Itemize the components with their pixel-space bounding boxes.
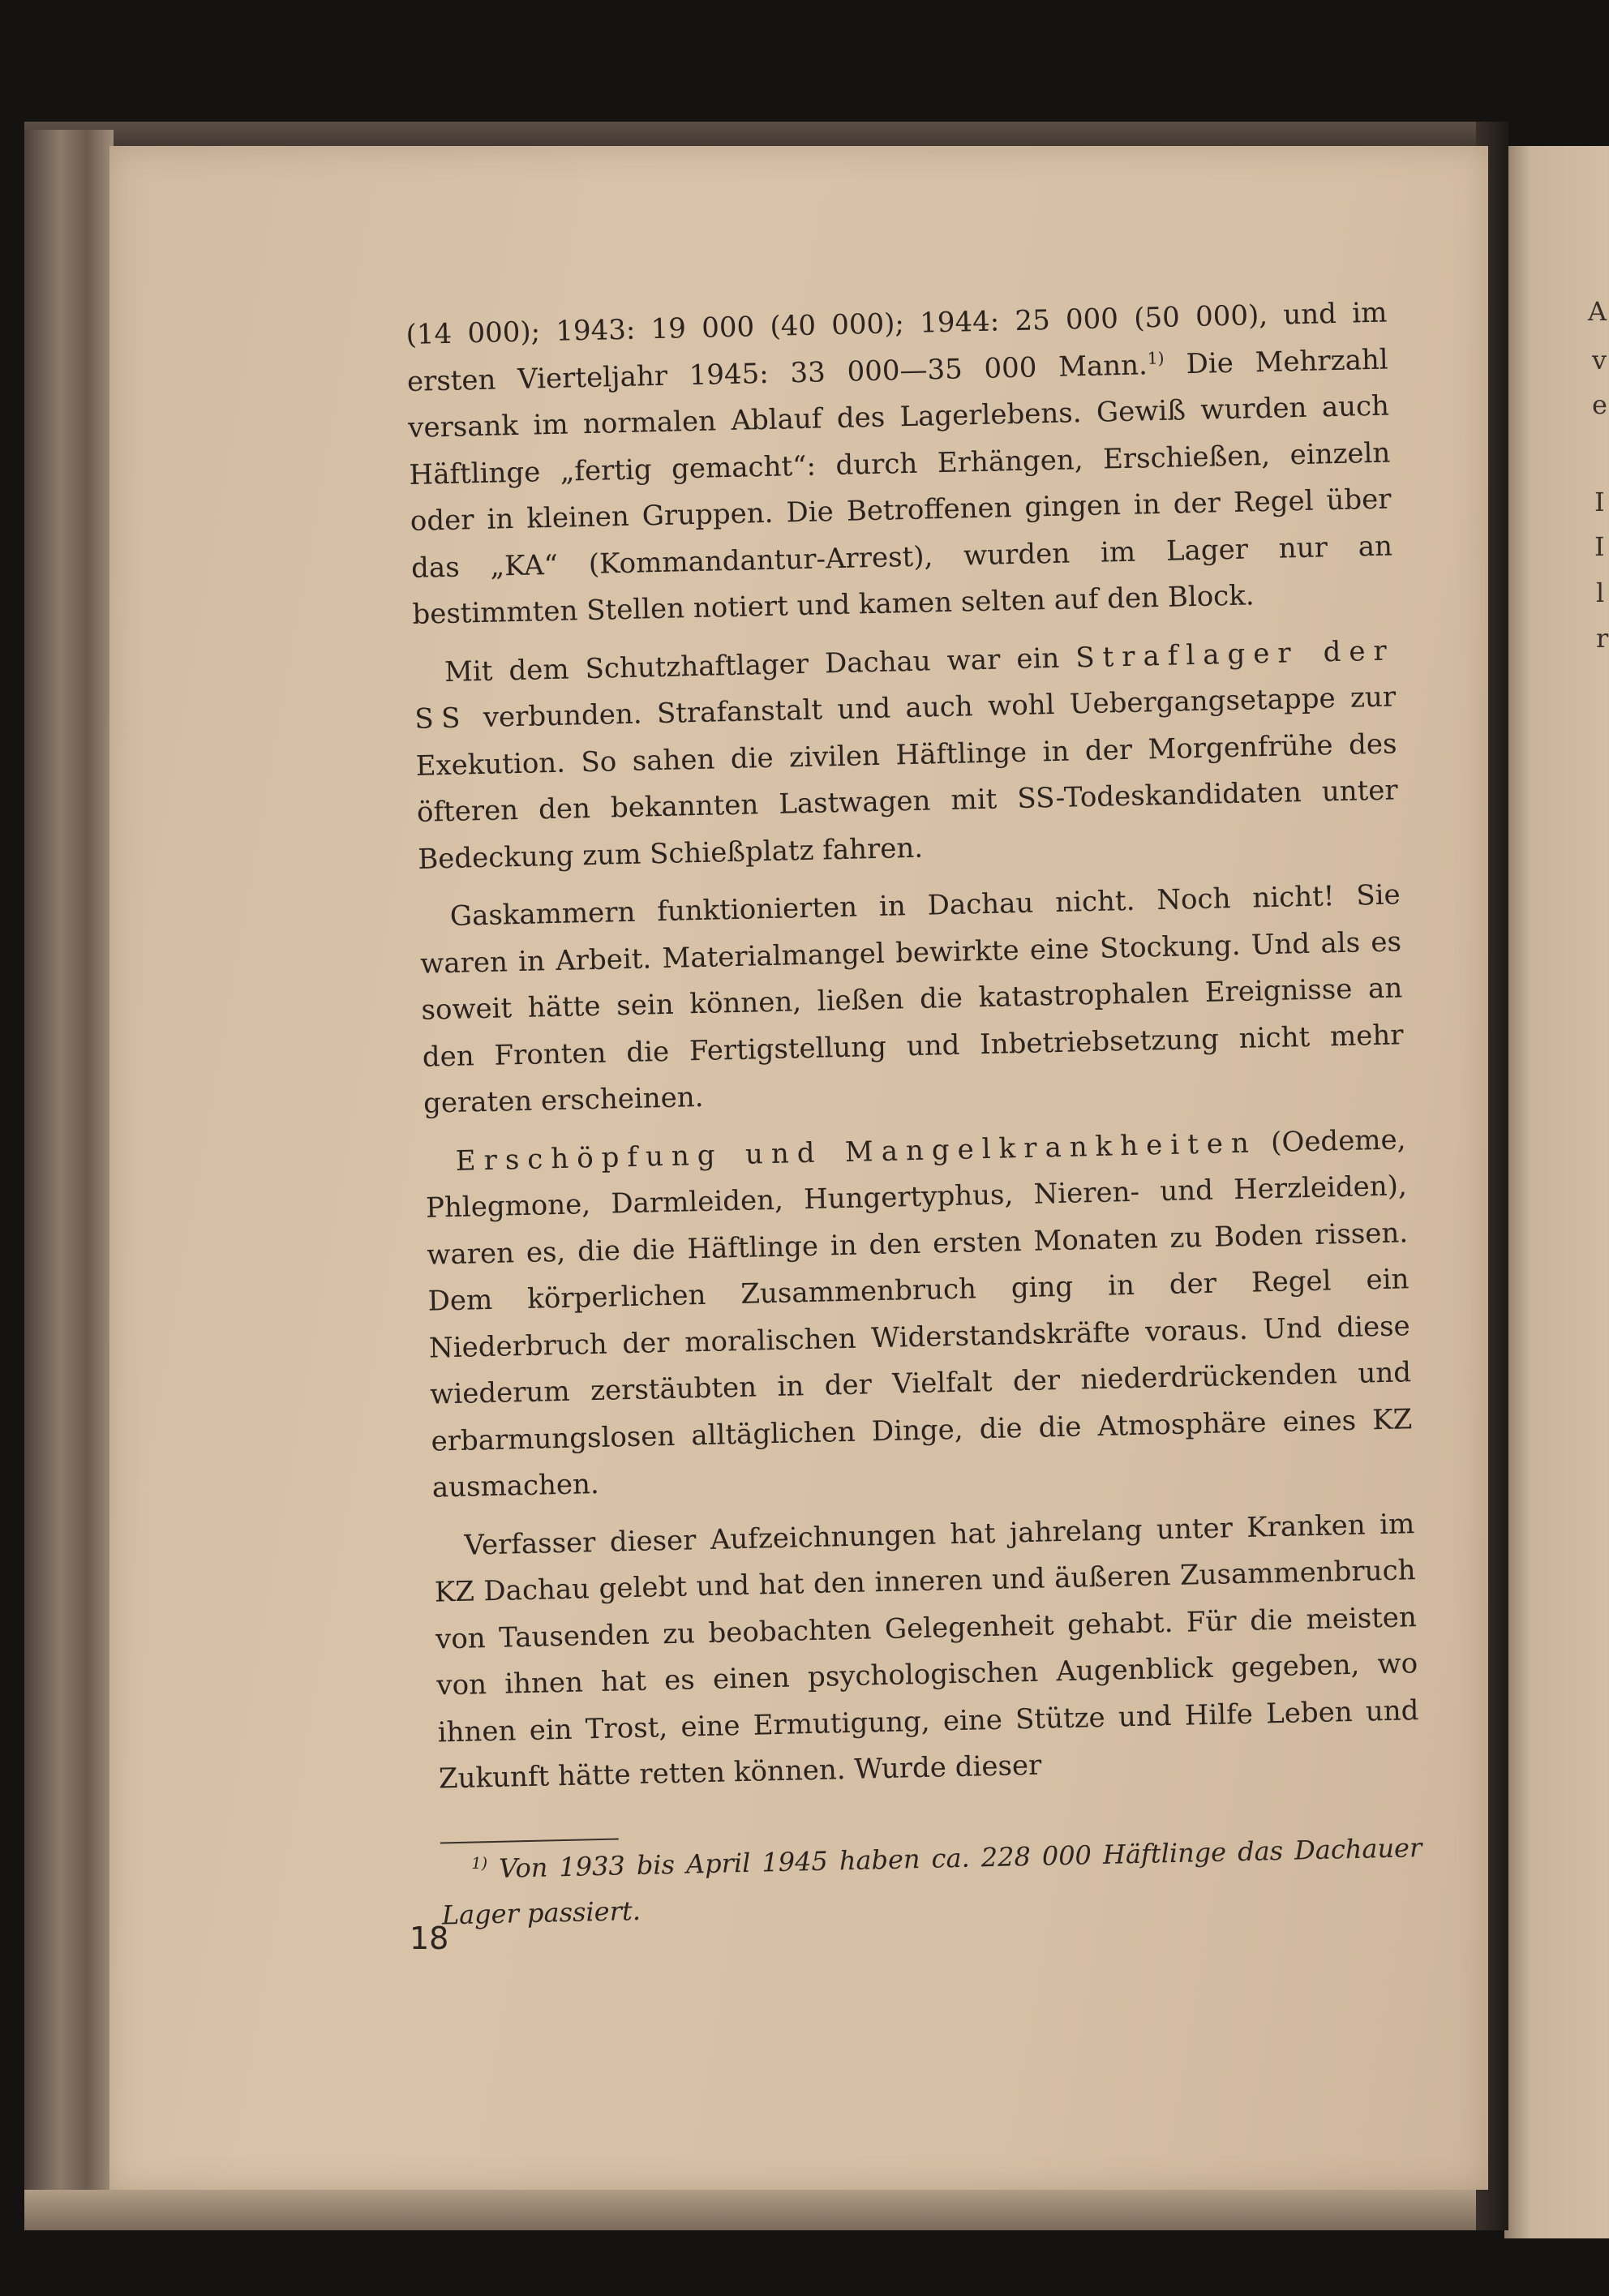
text-run: (14 000); 1943: 19 000 (40 000); 1944: 25 000 (50 000), und im ersten Vierteljahr 1945: 33 000—35 000 Mann. — [405, 296, 1388, 398]
adjacent-page — [1504, 146, 1609, 2238]
text-run: Mit dem Schutzhaftlager Dachau war ein — [444, 641, 1076, 689]
adjacent-page-fragment: e — [1592, 389, 1607, 420]
paragraph — [405, 290, 1394, 639]
text-run: Verfasser dieser Aufzeichnungen hat jahrelang unter Kranken im KZ Dachau gelebt und hat den inneren und äußeren Zusammenbruch von Tausenden zu beobachten Gelegenheit gehabt. Für die meisten von ihnen hat es einen psychologischen Augenblick gegeben, wo ihnen ein Trost, eine Ermutigung, eine Stütze und Hilfe Leben und Zukunft hätte retten können. Wurde dieser — [434, 1507, 1419, 1796]
paragraph — [424, 1117, 1414, 1512]
book-cover-bottom-edge — [24, 2190, 1508, 2230]
emphasized-text: Straflager der SS — [414, 633, 1396, 736]
page-number: 18 — [410, 1920, 449, 1956]
text-run: Die Mehrzahl versank im normalen Ablauf des Lagerlebens. Gewiß wurden auch Häftlinge „fertig gemacht“: durch Erhängen, Erschießen, einzeln oder in kleinen Gruppen. Die Betroffenen gingen in der Regel über das „KA“ (Kommandantur-Arrest), wurden im Lager nur an bestimmten Stellen notiert und kamen selten auf den Block. — [407, 343, 1393, 631]
page-text-block — [405, 290, 1423, 1938]
paragraph — [433, 1501, 1421, 1803]
book-cover-left-edge — [24, 130, 114, 2222]
body-text — [405, 290, 1420, 1803]
footnote-reference: 1) — [1147, 347, 1165, 368]
emphasized-text: Erschöpfung und Mangelkrankheiten — [455, 1126, 1258, 1178]
adjacent-page-fragment: r — [1596, 623, 1609, 654]
adjacent-page-fragment: A — [1588, 296, 1607, 327]
text-run: Gaskammern funktionierten in Dachau nicht. Noch nicht! Sie waren in Arbeit. Materialmangel bewirkte eine Stockung. Und als es soweit hätte sein können, ließen die katastrophalen Ereignisse an den Fronten die Fertigstellung und Inbetriebsetzung nicht mehr geraten erscheinen. — [419, 878, 1404, 1120]
text-run: verbunden. Strafanstalt und auch wohl Uebergangsetappe zur Exekution. So sahen die zivilen Häftlinge in der Morgenfrühe des öfteren den bekannten Lastwagen mit SS-Todeskandidaten unter Bedeckung zum Schießplatz fahren. — [415, 680, 1399, 876]
paragraph — [418, 872, 1405, 1127]
adjacent-page-fragment: v — [1592, 345, 1607, 376]
adjacent-page-fragment: I — [1594, 531, 1605, 562]
footnote-marker: 1) — [471, 1853, 488, 1873]
adjacent-page-fragment: l — [1596, 577, 1605, 608]
paragraph — [413, 628, 1399, 883]
adjacent-page-fragment: I — [1594, 487, 1605, 517]
text-run: (Oedeme, Phlegmone, Darmleiden, Hungertyphus, Nieren- und Herzleiden), waren es, die die Häftlinge in den ersten Monaten zu Boden rissen. Dem körperlichen Zusammenbruch ging in der Regel ein Niederbruch der moralischen Widerstandskräfte voraus. Und diese wiederum zerstäubten in der Vielfalt der niederdrückenden und erbarmungslosen alltäglichen Dinge, die die Atmosphäre eines KZ ausmachen. — [425, 1122, 1413, 1504]
footnote-text: Von 1933 bis April 1945 haben ca. 228 000 Häftlinge das Dachauer Lager passiert. — [441, 1831, 1422, 1930]
